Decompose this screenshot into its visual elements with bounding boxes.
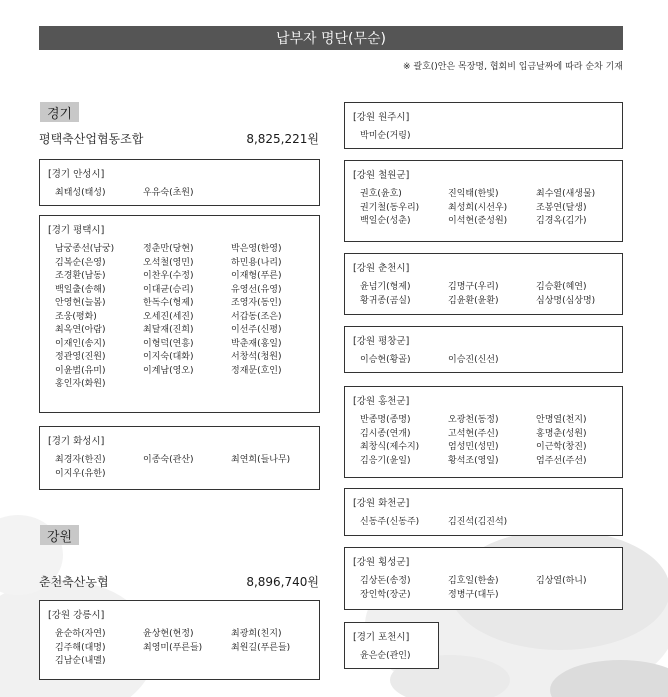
list-item: 정춘만(당현) bbox=[143, 244, 194, 254]
list-item: 김복순(은영) bbox=[55, 257, 106, 268]
list-item: 신동주(신동주) bbox=[360, 517, 420, 527]
list-item: 최경자(한진) bbox=[55, 455, 106, 465]
list-item: 백일출(송해) bbox=[55, 284, 106, 295]
list-item: 정재문(호인) bbox=[231, 365, 282, 376]
list-item: 장인학(장군) bbox=[360, 589, 411, 600]
box-title: [강원 평창군] bbox=[353, 336, 410, 347]
list-item: 최광희(친지) bbox=[231, 629, 282, 639]
list-item: 심상명(심상명) bbox=[536, 295, 596, 306]
list-item: 김승환(혜연) bbox=[536, 282, 587, 292]
org-row-gangwon bbox=[39, 573, 319, 590]
list-item: 김경옥(김가) bbox=[536, 216, 587, 226]
list-item: 박은영(한영) bbox=[231, 244, 282, 254]
box-gangwon-gangneung bbox=[39, 600, 320, 680]
list-item: 김상열(하니) bbox=[536, 576, 587, 586]
list-item: 홍인자(화원) bbox=[55, 379, 106, 389]
box-gangwon-cheorwon bbox=[344, 160, 623, 242]
box-gangwon-hongcheon bbox=[344, 386, 623, 478]
box-title: [강원 홍천군] bbox=[353, 396, 410, 407]
name-list bbox=[353, 188, 614, 228]
list-item: 김윤환(윤환) bbox=[448, 295, 499, 306]
list-item: 박춘재(홍일) bbox=[231, 338, 282, 349]
list-item: 유영선(유영) bbox=[231, 284, 282, 295]
box-gyeonggi-anseong bbox=[39, 159, 320, 206]
list-item: 오석철(영민) bbox=[143, 257, 194, 268]
list-item: 최달재(진희) bbox=[143, 325, 194, 335]
name-list bbox=[353, 281, 614, 307]
box-title: [강원 원주시] bbox=[353, 112, 410, 123]
list-item: 윤순하(자연) bbox=[55, 629, 106, 639]
list-item: 엄주선(주선) bbox=[536, 455, 587, 466]
list-item: 하민용(나리) bbox=[231, 257, 282, 268]
name-list bbox=[353, 516, 614, 529]
name-list bbox=[48, 454, 311, 480]
list-item: 김명구(우리) bbox=[448, 282, 499, 292]
list-item: 최성희(시선우) bbox=[448, 202, 508, 213]
list-item: 백일순(성춘) bbox=[360, 216, 411, 226]
name-list bbox=[353, 354, 614, 367]
list-item: 조영자(동인) bbox=[231, 298, 282, 308]
box-title: [강원 춘천시] bbox=[353, 263, 410, 274]
box-title: [강원 강릉시] bbox=[48, 610, 105, 621]
list-item: 우유숙(초원) bbox=[143, 188, 194, 198]
name-list bbox=[353, 650, 430, 663]
list-item: 황귀종(곰실) bbox=[360, 295, 411, 306]
page-title: 납부자 명단(무순) bbox=[39, 26, 623, 50]
list-item: 최연희(들나무) bbox=[231, 455, 291, 465]
box-title: [강원 화천군] bbox=[353, 498, 410, 509]
name-list bbox=[48, 187, 311, 200]
list-item: 김응기(윤일) bbox=[360, 455, 411, 466]
list-item: 김시종(연개) bbox=[360, 428, 411, 439]
list-item: 이지숙(대화) bbox=[143, 352, 194, 362]
box-gangwon-hoengseong bbox=[344, 547, 623, 610]
region-label-gyeonggi: 경기 bbox=[40, 102, 79, 122]
box-title: [경기 평택시] bbox=[48, 225, 105, 236]
list-item: 진익태(한빛) bbox=[448, 189, 499, 199]
list-item: 최창식(제수지) bbox=[360, 442, 420, 452]
list-item: 이대균(승리) bbox=[143, 284, 194, 295]
org-name: 평택축산업협동조합 bbox=[39, 132, 144, 146]
list-item: 서갑동(조은) bbox=[231, 311, 282, 322]
list-item: 남궁종선(남궁) bbox=[55, 244, 115, 254]
list-item: 김상돈(송정) bbox=[360, 576, 411, 586]
list-item: 이윤범(유미) bbox=[55, 365, 106, 376]
list-item: 권호(윤호) bbox=[360, 189, 402, 199]
list-item: 박미순(거링) bbox=[360, 131, 411, 141]
name-list bbox=[353, 414, 614, 467]
box-gyeonggi-pyeongtaek bbox=[39, 215, 320, 413]
list-item: 윤넘기(형제) bbox=[360, 282, 411, 292]
list-item: 이종숙(관산) bbox=[143, 455, 194, 465]
list-item: 최영미(푸른들) bbox=[143, 642, 203, 653]
box-title: [강원 철원군] bbox=[353, 170, 410, 181]
list-item: 최옥연(아람) bbox=[55, 325, 106, 335]
org-amount: 8,825,221원 bbox=[246, 132, 319, 146]
list-item: 김진석(김진석) bbox=[448, 517, 508, 527]
list-item: 이재형(푸른) bbox=[231, 271, 282, 281]
list-item: 조경환(남동) bbox=[55, 271, 106, 281]
box-title: [경기 포천시] bbox=[353, 632, 410, 643]
org-amount: 8,896,740원 bbox=[246, 575, 319, 589]
list-item: 이승진(신선) bbox=[448, 355, 499, 365]
list-item: 엄성민(성민) bbox=[448, 442, 499, 452]
list-item: 정병구(대두) bbox=[448, 589, 499, 600]
list-item: 윤은순(관인) bbox=[360, 651, 411, 661]
box-gangwon-pyeongchang bbox=[344, 326, 623, 373]
list-item: 김주해(대명) bbox=[55, 642, 106, 653]
box-gyeonggi-pocheon bbox=[344, 622, 439, 669]
list-item: 이재인(송지) bbox=[55, 338, 106, 349]
list-item: 이선주(신평) bbox=[231, 325, 282, 335]
list-item: 홍명춘(성원) bbox=[536, 428, 587, 439]
list-item: 이형덕(연흥) bbox=[143, 338, 194, 349]
list-item: 고석현(주신) bbox=[448, 428, 499, 439]
box-gangwon-wonju bbox=[344, 102, 623, 149]
box-title: [강원 횡성군] bbox=[353, 557, 410, 568]
box-gyeonggi-hwaseong bbox=[39, 426, 320, 490]
list-item: 최태성(태성) bbox=[55, 188, 106, 198]
org-row-gyeonggi bbox=[39, 130, 319, 147]
region-label-gangwon: 강원 bbox=[40, 525, 79, 545]
list-item: 김호일(한솔) bbox=[448, 576, 499, 586]
list-item: 윤상현(현정) bbox=[143, 629, 194, 639]
list-item: 안명열(천지) bbox=[536, 415, 587, 425]
box-title: [경기 안성시] bbox=[48, 169, 105, 180]
org-name: 춘천축산농협 bbox=[39, 575, 109, 589]
list-item: 김남순(내멜) bbox=[55, 656, 106, 666]
name-list bbox=[48, 628, 311, 668]
list-item: 최원길(푸른들) bbox=[231, 642, 291, 653]
list-item: 권기철(동우리) bbox=[360, 202, 420, 213]
list-item: 안영현(늘봄) bbox=[55, 298, 106, 308]
list-item: 이계남(영오) bbox=[143, 365, 194, 376]
box-title: [경기 화성시] bbox=[48, 436, 105, 447]
box-gangwon-hwacheon bbox=[344, 488, 623, 536]
box-gangwon-chuncheon bbox=[344, 253, 623, 315]
list-item: 황석조(영일) bbox=[448, 455, 499, 466]
list-item: 서창석(청원) bbox=[231, 352, 282, 362]
footnote: ※ 괄호()안은 목장명, 협회비 입금날짜에 따라 순차 기재 bbox=[402, 62, 623, 72]
list-item: 이찬우(수정) bbox=[143, 271, 194, 281]
list-item: 조봉연(달생) bbox=[536, 202, 587, 213]
list-item: 이지우(유한) bbox=[55, 468, 106, 479]
list-item: 오세진(세진) bbox=[143, 311, 194, 322]
list-item: 오광천(동정) bbox=[448, 415, 499, 425]
list-item: 최수열(새생물) bbox=[536, 189, 596, 199]
list-item: 이석현(준성원) bbox=[448, 216, 508, 226]
list-item: 반종명(종명) bbox=[360, 415, 411, 425]
list-item: 한독수(형제) bbox=[143, 298, 194, 308]
name-list bbox=[48, 243, 311, 391]
list-item: 정관영(진원) bbox=[55, 352, 106, 362]
list-item: 조웅(평화) bbox=[55, 311, 97, 322]
name-list bbox=[353, 130, 614, 143]
list-item: 이승현(황골) bbox=[360, 355, 411, 365]
name-list bbox=[353, 575, 614, 601]
list-item: 이근학(창진) bbox=[536, 442, 587, 452]
